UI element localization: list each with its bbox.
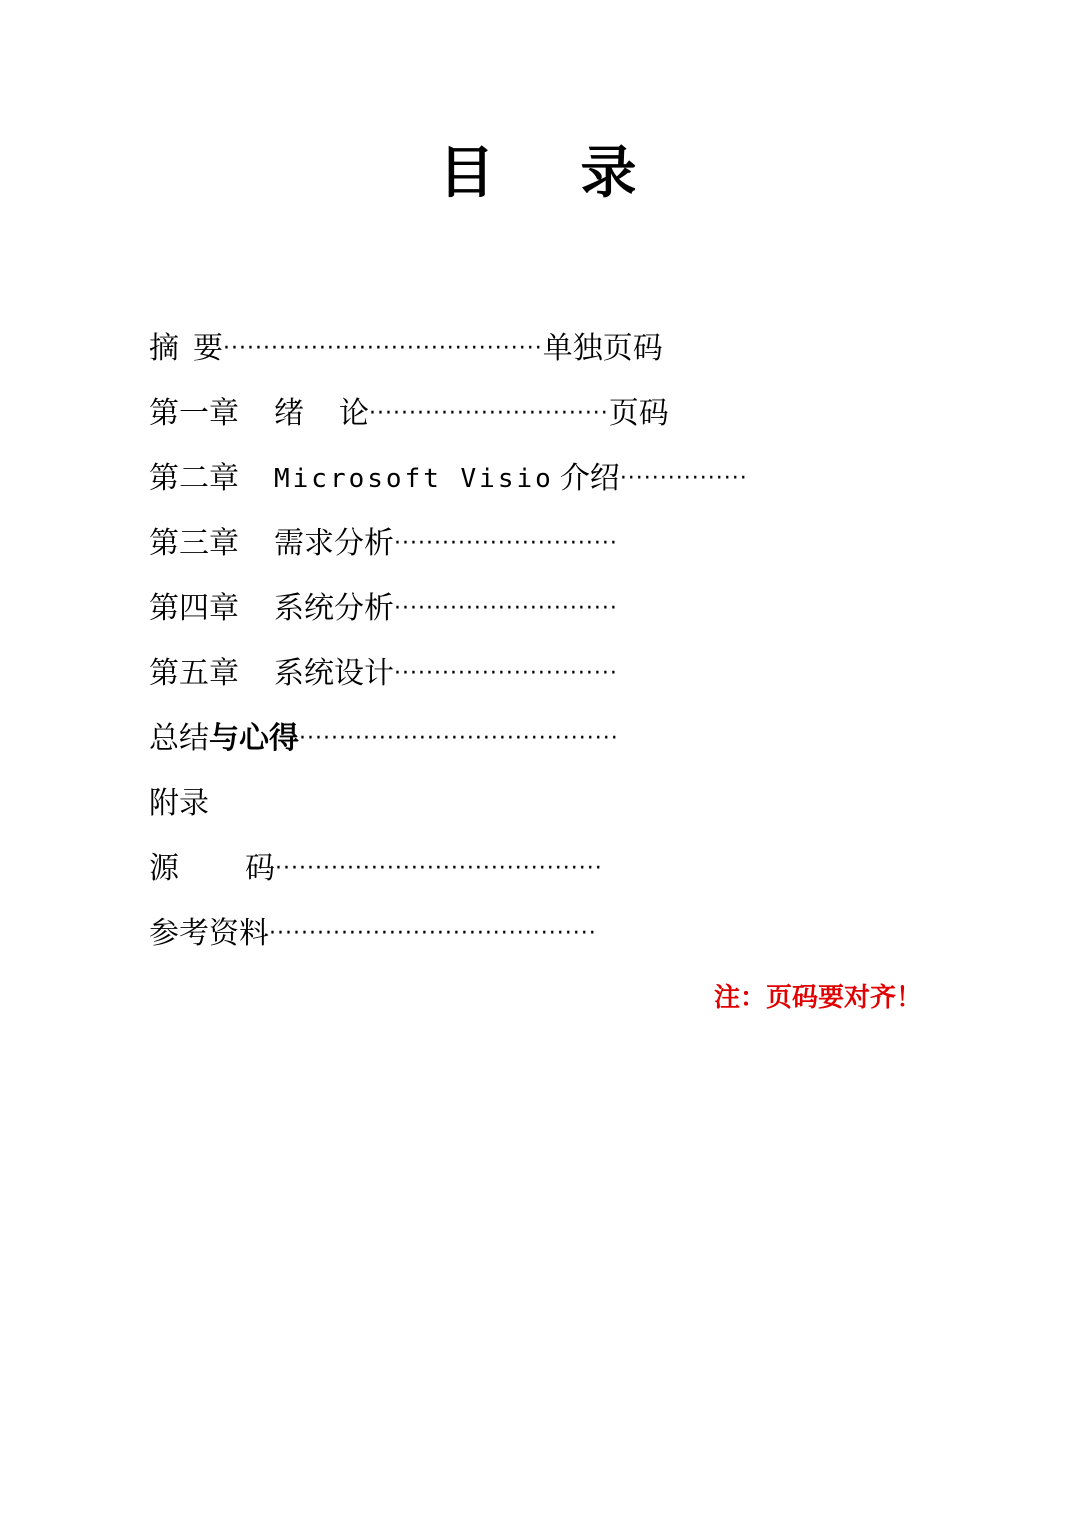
toc-entry-references[interactable]: [149, 910, 949, 975]
toc-leader-dots: ·········································: [269, 921, 597, 946]
alignment-note: 注：页码要对齐！: [713, 983, 922, 1013]
toc-entry-chapter-1[interactable]: [149, 390, 949, 455]
toc-entry-appendix[interactable]: [149, 780, 949, 845]
toc-label-source-1: 源: [149, 851, 179, 886]
toc-page-abstract: 单独页码: [542, 331, 663, 366]
toc-chapter-number: 第一章: [149, 396, 239, 431]
toc-label-appendix: 附录: [149, 786, 209, 821]
toc-leader-dots: ················: [619, 466, 748, 491]
toc-label-ch2-cn: 介绍: [559, 461, 620, 496]
toc-label-summary: 总结: [149, 721, 209, 756]
toc-page-ch1: 页码: [608, 396, 669, 431]
toc-entry-abstract[interactable]: [149, 325, 949, 390]
toc-entry-chapter-3[interactable]: [149, 520, 949, 585]
toc-label-ch4: 系统分析: [274, 591, 394, 626]
toc-entry-summary[interactable]: [149, 715, 949, 780]
toc-chapter-number: 第五章: [149, 656, 239, 691]
table-of-contents: [149, 325, 949, 975]
toc-entry-source[interactable]: [149, 845, 949, 910]
toc-label-abstract-2: 要: [193, 331, 223, 366]
page-title: [0, 138, 1075, 208]
toc-chapter-number: 第三章: [149, 526, 239, 561]
toc-entry-chapter-2[interactable]: [149, 455, 949, 520]
toc-leader-dots: ······························: [369, 401, 609, 426]
toc-chapter-number: 第四章: [149, 591, 239, 626]
toc-chapter-number: 第二章: [149, 461, 239, 496]
toc-leader-dots: ········································: [299, 726, 619, 751]
toc-label-summary-bold: 与心得: [209, 721, 299, 756]
toc-label-ch1-1: 绪: [274, 396, 304, 431]
toc-leader-dots: ····························: [394, 531, 618, 556]
toc-leader-dots: ····························: [394, 661, 618, 686]
toc-label-source-2: 码: [245, 851, 275, 886]
toc-label-ch5: 系统设计: [274, 656, 394, 691]
toc-leader-dots: ········································: [223, 336, 543, 361]
toc-label-ch3: 需求分析: [274, 526, 394, 561]
toc-entry-chapter-5[interactable]: [149, 650, 949, 715]
page-title-char-1: 目: [438, 140, 495, 206]
toc-label-ch2-en: Microsoft Visio: [274, 464, 554, 494]
toc-label-ch1-2: 论: [339, 396, 369, 431]
toc-leader-dots: ····························: [394, 596, 618, 621]
toc-entry-chapter-4[interactable]: [149, 585, 949, 650]
toc-label-abstract-1: 摘: [149, 331, 179, 366]
toc-label-references: 参考资料: [149, 916, 269, 951]
toc-leader-dots: ·········································: [275, 856, 603, 881]
page-title-char-2: 录: [580, 140, 637, 206]
